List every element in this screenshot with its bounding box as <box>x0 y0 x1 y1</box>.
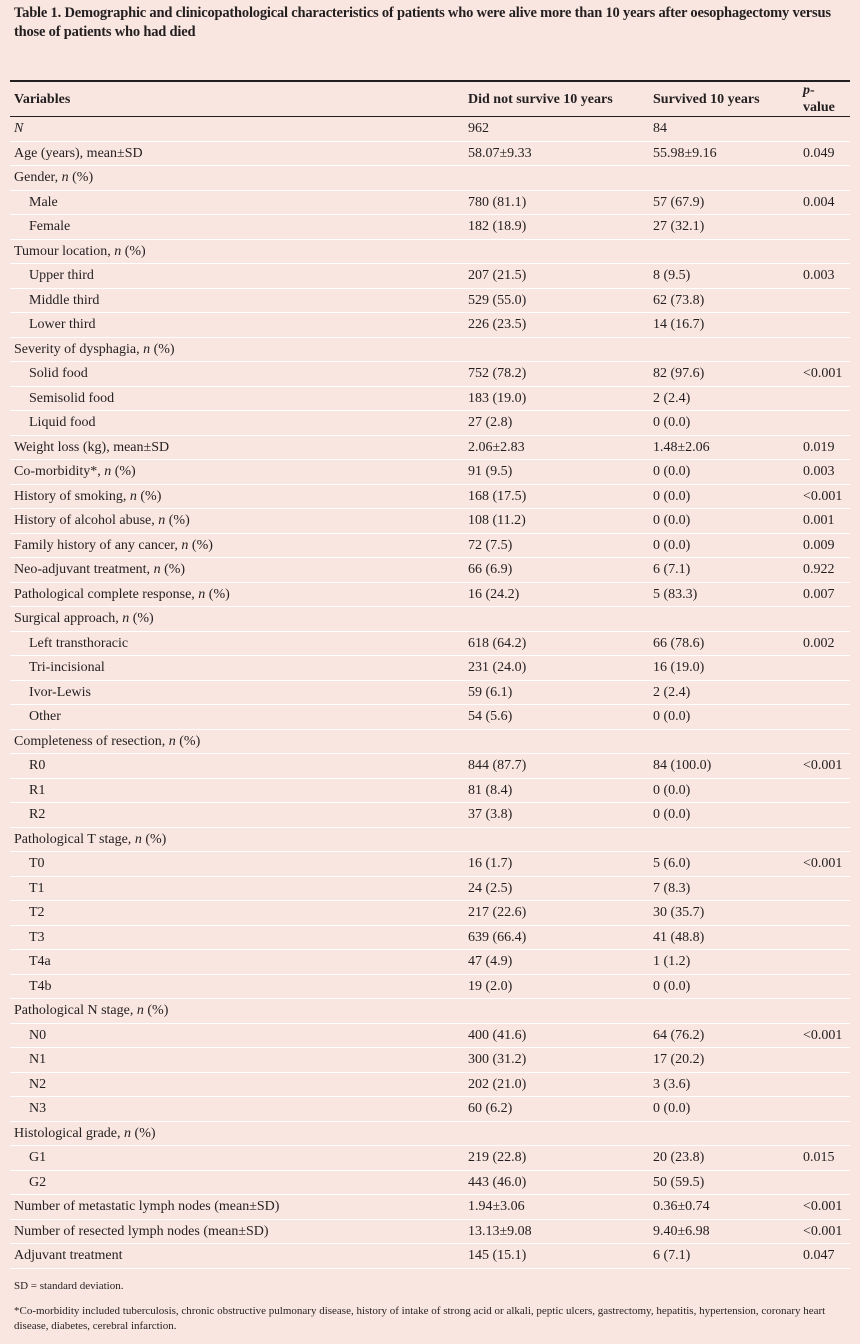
table-row <box>10 876 850 901</box>
table-row <box>10 264 850 289</box>
row-label: T4a <box>10 950 464 975</box>
survived-value: 6 (7.1) <box>649 1244 799 1269</box>
row-label: R2 <box>10 803 464 828</box>
row-label: Pathological N stage, n (%) <box>10 999 464 1024</box>
survived-value: 0 (0.0) <box>649 1097 799 1122</box>
p-value: <0.001 <box>799 1023 850 1048</box>
survived-value: 55.98±9.16 <box>649 141 799 166</box>
did-not-survive-value: 19 (2.0) <box>464 974 649 999</box>
p-value <box>799 999 850 1024</box>
row-label: Other <box>10 705 464 730</box>
did-not-survive-value: 752 (78.2) <box>464 362 649 387</box>
survived-value: 5 (83.3) <box>649 582 799 607</box>
did-not-survive-value <box>464 607 649 632</box>
survived-value: 20 (23.8) <box>649 1146 799 1171</box>
survived-value: 2 (2.4) <box>649 680 799 705</box>
p-value <box>799 337 850 362</box>
did-not-survive-value: 16 (24.2) <box>464 582 649 607</box>
table-row <box>10 141 850 166</box>
p-value <box>799 950 850 975</box>
row-label: Pathological T stage, n (%) <box>10 827 464 852</box>
survived-value <box>649 999 799 1024</box>
did-not-survive-value: 81 (8.4) <box>464 778 649 803</box>
table-row <box>10 582 850 607</box>
row-label: Ivor-Lewis <box>10 680 464 705</box>
table-row <box>10 925 850 950</box>
table-row <box>10 435 850 460</box>
row-label: Pathological complete response, n (%) <box>10 582 464 607</box>
did-not-survive-value: 202 (21.0) <box>464 1072 649 1097</box>
p-value <box>799 1072 850 1097</box>
row-label: G1 <box>10 1146 464 1171</box>
did-not-survive-value: 400 (41.6) <box>464 1023 649 1048</box>
p-value: <0.001 <box>799 362 850 387</box>
did-not-survive-value <box>464 1121 649 1146</box>
table-row <box>10 558 850 583</box>
did-not-survive-value: 962 <box>464 117 649 142</box>
row-label: History of smoking, n (%) <box>10 484 464 509</box>
row-label: Upper third <box>10 264 464 289</box>
p-value: 0.047 <box>799 1244 850 1269</box>
table-row <box>10 1072 850 1097</box>
p-value: <0.001 <box>799 852 850 877</box>
row-label: Lower third <box>10 313 464 338</box>
table-row <box>10 117 850 142</box>
survived-value: 0 (0.0) <box>649 705 799 730</box>
characteristics-table <box>10 80 850 1269</box>
survived-value: 0 (0.0) <box>649 509 799 534</box>
did-not-survive-value: 219 (22.8) <box>464 1146 649 1171</box>
row-label: Solid food <box>10 362 464 387</box>
p-value <box>799 925 850 950</box>
table-row <box>10 1121 850 1146</box>
row-label: N1 <box>10 1048 464 1073</box>
p-value: 0.015 <box>799 1146 850 1171</box>
row-label: Family history of any cancer, n (%) <box>10 533 464 558</box>
table-row <box>10 288 850 313</box>
table-row <box>10 656 850 681</box>
p-value <box>799 827 850 852</box>
did-not-survive-value: 47 (4.9) <box>464 950 649 975</box>
row-label: Completeness of resection, n (%) <box>10 729 464 754</box>
p-value <box>799 288 850 313</box>
survived-value: 5 (6.0) <box>649 852 799 877</box>
p-value: 0.001 <box>799 509 850 534</box>
survived-value: 0 (0.0) <box>649 974 799 999</box>
header-survived: Survived 10 years <box>653 91 760 107</box>
table-row <box>10 1219 850 1244</box>
p-value: 0.049 <box>799 141 850 166</box>
survived-value: 17 (20.2) <box>649 1048 799 1073</box>
table-row <box>10 852 850 877</box>
table-row <box>10 362 850 387</box>
did-not-survive-value: 207 (21.5) <box>464 264 649 289</box>
p-value <box>799 729 850 754</box>
survived-value <box>649 827 799 852</box>
did-not-survive-value: 60 (6.2) <box>464 1097 649 1122</box>
did-not-survive-value: 780 (81.1) <box>464 190 649 215</box>
p-value <box>799 705 850 730</box>
did-not-survive-value: 529 (55.0) <box>464 288 649 313</box>
row-label: N3 <box>10 1097 464 1122</box>
row-label: N0 <box>10 1023 464 1048</box>
did-not-survive-value: 59 (6.1) <box>464 680 649 705</box>
table-row <box>10 754 850 779</box>
row-label: Number of resected lymph nodes (mean±SD) <box>10 1219 464 1244</box>
table-row <box>10 533 850 558</box>
p-value: <0.001 <box>799 754 850 779</box>
p-value <box>799 778 850 803</box>
p-value: 0.002 <box>799 631 850 656</box>
p-value: 0.019 <box>799 435 850 460</box>
p-value <box>799 1048 850 1073</box>
survived-value: 1.48±2.06 <box>649 435 799 460</box>
table-row <box>10 778 850 803</box>
survived-value: 62 (73.8) <box>649 288 799 313</box>
row-label: Tri-incisional <box>10 656 464 681</box>
did-not-survive-value <box>464 999 649 1024</box>
survived-value: 50 (59.5) <box>649 1170 799 1195</box>
table-row <box>10 166 850 191</box>
p-value: 0.003 <box>799 264 850 289</box>
survived-value: 6 (7.1) <box>649 558 799 583</box>
table-row <box>10 337 850 362</box>
did-not-survive-value: 108 (11.2) <box>464 509 649 534</box>
p-value <box>799 876 850 901</box>
row-label: Adjuvant treatment <box>10 1244 464 1269</box>
p-value <box>799 411 850 436</box>
table-row <box>10 1146 850 1171</box>
p-value <box>799 607 850 632</box>
table-row <box>10 190 850 215</box>
did-not-survive-value: 37 (3.8) <box>464 803 649 828</box>
p-value <box>799 239 850 264</box>
footnote-sd: SD = standard deviation. <box>14 1279 124 1292</box>
table-row <box>10 1170 850 1195</box>
row-label: Severity of dysphagia, n (%) <box>10 337 464 362</box>
p-value <box>799 166 850 191</box>
table-row <box>10 386 850 411</box>
survived-value: 8 (9.5) <box>649 264 799 289</box>
survived-value: 3 (3.6) <box>649 1072 799 1097</box>
did-not-survive-value <box>464 337 649 362</box>
row-label: Surgical approach, n (%) <box>10 607 464 632</box>
row-label: R0 <box>10 754 464 779</box>
did-not-survive-value: 54 (5.6) <box>464 705 649 730</box>
row-label: Liquid food <box>10 411 464 436</box>
did-not-survive-value: 639 (66.4) <box>464 925 649 950</box>
survived-value: 66 (78.6) <box>649 631 799 656</box>
survived-value <box>649 729 799 754</box>
table-row <box>10 803 850 828</box>
table-row <box>10 631 850 656</box>
p-value <box>799 974 850 999</box>
did-not-survive-value: 2.06±2.83 <box>464 435 649 460</box>
table-row <box>10 901 850 926</box>
did-not-survive-value: 72 (7.5) <box>464 533 649 558</box>
did-not-survive-value: 168 (17.5) <box>464 484 649 509</box>
table-row <box>10 484 850 509</box>
row-label: Male <box>10 190 464 215</box>
did-not-survive-value <box>464 166 649 191</box>
p-value: <0.001 <box>799 1195 850 1220</box>
row-label: Histological grade, n (%) <box>10 1121 464 1146</box>
table-row <box>10 460 850 485</box>
p-value: <0.001 <box>799 484 850 509</box>
p-value: 0.004 <box>799 190 850 215</box>
did-not-survive-value: 183 (19.0) <box>464 386 649 411</box>
did-not-survive-value: 226 (23.5) <box>464 313 649 338</box>
did-not-survive-value <box>464 827 649 852</box>
row-label: N <box>10 117 464 142</box>
table-row <box>10 1195 850 1220</box>
survived-value: 1 (1.2) <box>649 950 799 975</box>
row-label: N2 <box>10 1072 464 1097</box>
table-row <box>10 215 850 240</box>
row-label: History of alcohol abuse, n (%) <box>10 509 464 534</box>
table-row <box>10 1097 850 1122</box>
did-not-survive-value: 844 (87.7) <box>464 754 649 779</box>
p-value: 0.009 <box>799 533 850 558</box>
p-value: 0.922 <box>799 558 850 583</box>
survived-value: 0.36±0.74 <box>649 1195 799 1220</box>
did-not-survive-value: 231 (24.0) <box>464 656 649 681</box>
footnote-comorbidity: *Co-morbidity included tuberculosis, chronic obstructive pulmonary disease, history of intake of strong acid or alkali, peptic ulcers, gastrectomy, hepatitis, hypertension, coronary heart disease, diabetes, cerebral infarction. <box>14 1304 826 1332</box>
did-not-survive-value: 182 (18.9) <box>464 215 649 240</box>
survived-value: 57 (67.9) <box>649 190 799 215</box>
did-not-survive-value: 58.07±9.33 <box>464 141 649 166</box>
row-label: Tumour location, n (%) <box>10 239 464 264</box>
did-not-survive-value: 27 (2.8) <box>464 411 649 436</box>
table-title: Table 1. Demographic and clinicopathological characteristics of patients who were alive more than 10 years after oesophagectomy versus those of patients who had died <box>14 5 831 40</box>
row-label: Age (years), mean±SD <box>10 141 464 166</box>
did-not-survive-value: 443 (46.0) <box>464 1170 649 1195</box>
survived-value: 16 (19.0) <box>649 656 799 681</box>
table-row <box>10 680 850 705</box>
table-row <box>10 411 850 436</box>
p-value <box>799 1121 850 1146</box>
table-row <box>10 1048 850 1073</box>
survived-value <box>649 607 799 632</box>
table-row <box>10 607 850 632</box>
did-not-survive-value: 1.94±3.06 <box>464 1195 649 1220</box>
survived-value: 0 (0.0) <box>649 533 799 558</box>
survived-value: 0 (0.0) <box>649 460 799 485</box>
row-label: Gender, n (%) <box>10 166 464 191</box>
row-label: Middle third <box>10 288 464 313</box>
p-value: 0.007 <box>799 582 850 607</box>
row-label: Left transthoracic <box>10 631 464 656</box>
table-row <box>10 1244 850 1269</box>
survived-value <box>649 337 799 362</box>
p-value <box>799 803 850 828</box>
p-value <box>799 215 850 240</box>
survived-value: 0 (0.0) <box>649 803 799 828</box>
did-not-survive-value: 24 (2.5) <box>464 876 649 901</box>
survived-value <box>649 166 799 191</box>
row-label: T2 <box>10 901 464 926</box>
table-row <box>10 239 850 264</box>
table-row <box>10 827 850 852</box>
survived-value: 0 (0.0) <box>649 484 799 509</box>
survived-value <box>649 239 799 264</box>
table-row <box>10 950 850 975</box>
row-label: Weight loss (kg), mean±SD <box>10 435 464 460</box>
table-row <box>10 313 850 338</box>
row-label: T3 <box>10 925 464 950</box>
did-not-survive-value: 13.13±9.08 <box>464 1219 649 1244</box>
table-row <box>10 509 850 534</box>
survived-value: 9.40±6.98 <box>649 1219 799 1244</box>
header-p-value: p-value <box>803 83 835 115</box>
did-not-survive-value: 145 (15.1) <box>464 1244 649 1269</box>
p-value <box>799 1170 850 1195</box>
row-label: G2 <box>10 1170 464 1195</box>
header-variables: Variables <box>14 91 71 107</box>
survived-value: 41 (48.8) <box>649 925 799 950</box>
table-row <box>10 974 850 999</box>
p-value <box>799 386 850 411</box>
row-label: Female <box>10 215 464 240</box>
p-value <box>799 680 850 705</box>
did-not-survive-value: 300 (31.2) <box>464 1048 649 1073</box>
p-value <box>799 313 850 338</box>
did-not-survive-value: 618 (64.2) <box>464 631 649 656</box>
row-label: R1 <box>10 778 464 803</box>
survived-value: 7 (8.3) <box>649 876 799 901</box>
survived-value: 82 (97.6) <box>649 362 799 387</box>
table-row <box>10 1023 850 1048</box>
survived-value: 0 (0.0) <box>649 778 799 803</box>
table-row <box>10 999 850 1024</box>
header-row <box>10 81 850 117</box>
p-value: <0.001 <box>799 1219 850 1244</box>
table-row <box>10 705 850 730</box>
survived-value <box>649 1121 799 1146</box>
survived-value: 84 (100.0) <box>649 754 799 779</box>
survived-value: 2 (2.4) <box>649 386 799 411</box>
row-label: Co-morbidity*, n (%) <box>10 460 464 485</box>
did-not-survive-value: 16 (1.7) <box>464 852 649 877</box>
survived-value: 64 (76.2) <box>649 1023 799 1048</box>
survived-value: 0 (0.0) <box>649 411 799 436</box>
p-value: 0.003 <box>799 460 850 485</box>
p-value <box>799 656 850 681</box>
did-not-survive-value: 66 (6.9) <box>464 558 649 583</box>
did-not-survive-value: 217 (22.6) <box>464 901 649 926</box>
p-value <box>799 117 850 142</box>
row-label: Neo-adjuvant treatment, n (%) <box>10 558 464 583</box>
p-value <box>799 901 850 926</box>
survived-value: 30 (35.7) <box>649 901 799 926</box>
did-not-survive-value <box>464 729 649 754</box>
survived-value: 14 (16.7) <box>649 313 799 338</box>
header-did-not-survive: Did not survive 10 years <box>468 91 613 107</box>
did-not-survive-value: 91 (9.5) <box>464 460 649 485</box>
p-value <box>799 1097 850 1122</box>
did-not-survive-value <box>464 239 649 264</box>
survived-value: 27 (32.1) <box>649 215 799 240</box>
row-label: T4b <box>10 974 464 999</box>
row-label: T1 <box>10 876 464 901</box>
row-label: Semisolid food <box>10 386 464 411</box>
row-label: Number of metastatic lymph nodes (mean±SD) <box>10 1195 464 1220</box>
table-row <box>10 729 850 754</box>
survived-value: 84 <box>649 117 799 142</box>
row-label: T0 <box>10 852 464 877</box>
